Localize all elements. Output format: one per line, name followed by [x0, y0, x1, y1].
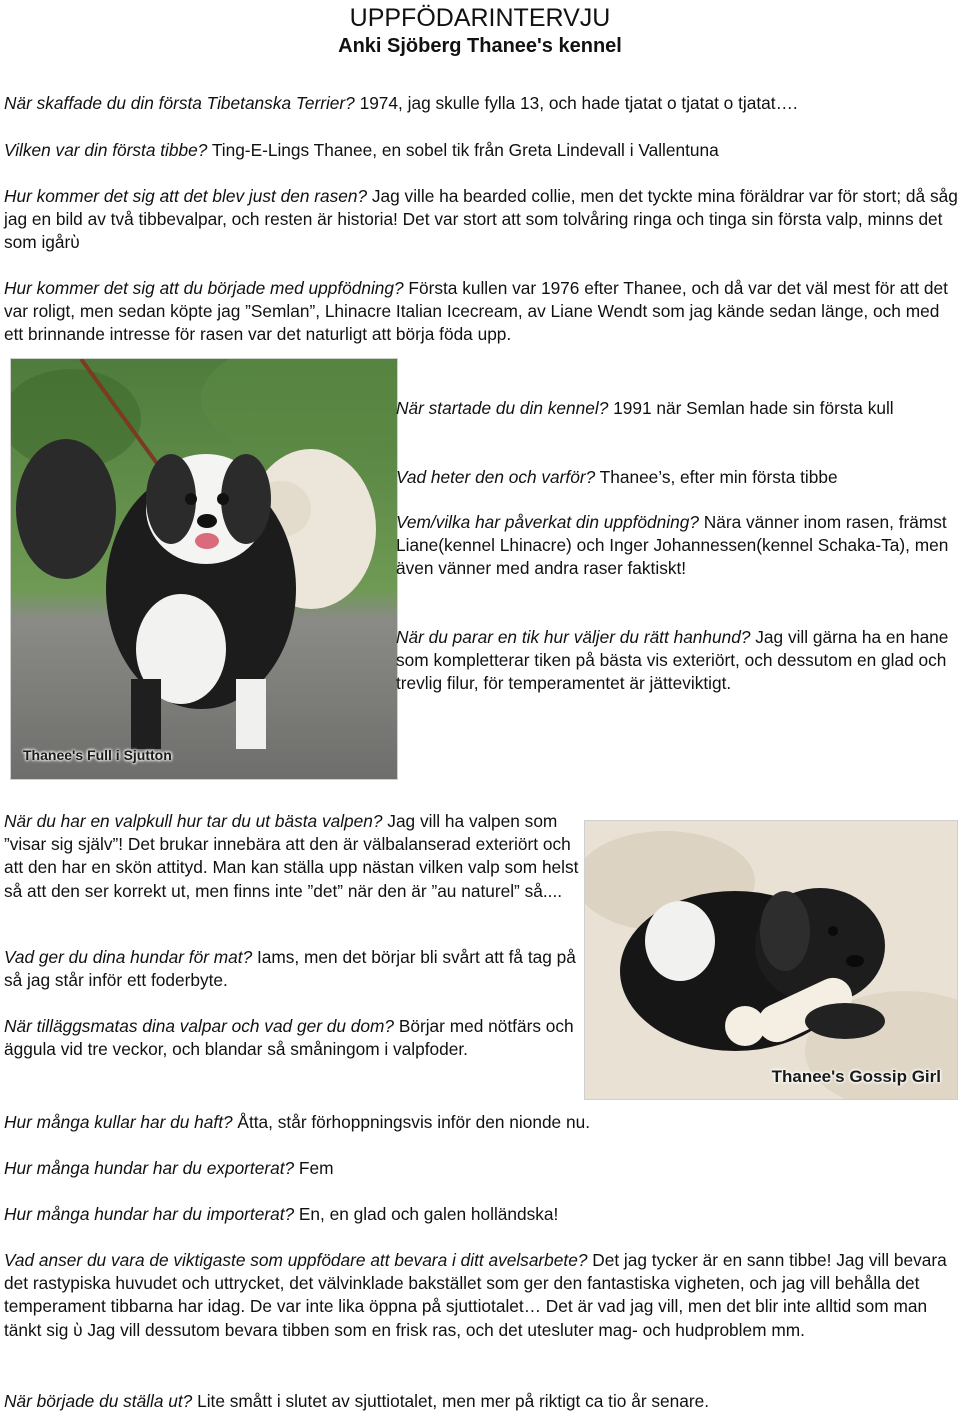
question: När började du ställa ut? [4, 1391, 193, 1411]
qa-item [396, 626, 956, 696]
qa-item [4, 1390, 958, 1413]
qa-item [4, 1249, 958, 1342]
qa-item [4, 810, 580, 903]
qa-item [396, 397, 956, 420]
qa-item [4, 946, 580, 992]
qa-item [396, 466, 956, 489]
qa-item [4, 92, 958, 115]
question: Hur kommer det sig att det blev just den rasen? [4, 186, 368, 206]
answer: Jag vill gärna ha en hane som kompletterar tiken på bästa vis exteriört, och dessutom en glad och trevlig filur, för temperamentet är jätteviktigt. [396, 627, 949, 694]
answer: Det jag tycker är en sann tibbe! Jag vill bevara det rastypiska huvudet och uttrycket, det välvinklade bakstället som ger den fantastiska vigheten, och jag vill behålla det temperament tibbarna har idag. De var inte lika öppna på sjuttiotalet… Det är vad jag vill, men det blir inte alltid som man tänkt sig ὺ Jag vill dessutom bevara tibben som en frisk ras, och det utesluter mag- och hudproblem mm. [4, 1250, 947, 1340]
question: Vad heter den och varför? [396, 467, 596, 487]
question: När startade du din kennel? [396, 398, 609, 418]
puppy-illustration [585, 821, 957, 1099]
qa-item [4, 1015, 580, 1061]
photo-caption: Thanee's Gossip Girl [771, 1067, 941, 1086]
question: Hur många hundar har du exporterat? [4, 1158, 295, 1178]
qa-item [4, 139, 958, 162]
answer: 1991 när Semlan hade sin första kull [608, 398, 894, 418]
qa-item [396, 511, 956, 581]
question: Hur många hundar har du importerat? [4, 1204, 295, 1224]
header [0, 4, 960, 59]
answer: Börjar med nötfärs och äggula vid tre veckor, och blandar så småningom i valpfoder. [4, 1016, 574, 1060]
qa-item [4, 277, 958, 347]
answer: Första kullen var 1976 efter Thanee, och då var det väl mest för att det var roligt, men sedan köpte jag ”Semlan”, Lhinacre Italian Icecream, av Liane Wendt som jag kände sedan länge, och med ett brinnande intresse för rasen var det naturligt att börja föda upp. [4, 278, 948, 345]
answer: Ting-E-Lings Thanee, en sobel tik från Greta Lindevall i Vallentuna [207, 140, 719, 160]
page-title: UPPFÖDARINTERVJU [349, 4, 611, 32]
answer: Nära vänner inom rasen, främst Liane(kennel Lhinacre) och Inger Johannessen(kennel Schaka-Ta), men även vänner med andra raser faktiskt! [396, 512, 949, 579]
answer: Lite smått i slutet av sjuttiotalet, men mer på riktigt ca tio år senare. [192, 1391, 710, 1411]
answer: Iams, men det börjar bli svårt att få tag på så jag står inför ett foderbyte. [4, 947, 576, 991]
qa-item [4, 1203, 958, 1226]
answer: En, en glad och galen holländska! [294, 1204, 559, 1224]
question: Vad anser du vara de viktigaste som uppfödare att bevara i ditt avelsarbete? [4, 1250, 588, 1270]
question: Vem/vilka har påverkat din uppfödning? [396, 512, 699, 532]
dog-photo-full-i-sjutton [10, 358, 398, 780]
question: När tilläggsmatas dina valpar och vad ger du dom? [4, 1016, 395, 1036]
answer: Jag ville ha bearded collie, men det tyckte mina föräldrar var för stort; då såg jag en bild av två tibbevalpar, och resten är historia! Det var stort att som tolvåring ringa och tinga sin första valp, minns det som igårὺ [4, 186, 958, 253]
question: Hur många kullar har du haft? [4, 1112, 233, 1132]
question: Hur kommer det sig att du började med uppfödning? [4, 278, 404, 298]
photo-caption: Thanee's Full i Sjutton [23, 747, 172, 763]
dog-photo-gossip-girl [584, 820, 958, 1100]
question: När du parar en tik hur väljer du rätt hanhund? [396, 627, 751, 647]
question: Vilken var din första tibbe? [4, 140, 208, 160]
dog-illustration [11, 359, 397, 779]
answer: Thanee’s, efter min första tibbe [595, 467, 838, 487]
answer: 1974, jag skulle fylla 13, och hade tjatat o tjatat o tjatat…. [354, 93, 798, 113]
qa-item [4, 1157, 958, 1180]
answer: Fem [294, 1158, 334, 1178]
qa-item [4, 185, 958, 255]
qa-item [4, 1111, 958, 1134]
question: Vad ger du dina hundar för mat? [4, 947, 253, 967]
answer: Åtta, står förhoppningsvis inför den nionde nu. [232, 1112, 590, 1132]
answer: Jag vill ha valpen som ”visar sig själv”! Det brukar innebära att den är välbalanserad exteriört och att den har en skön attityd. Man kan ställa upp nästan vilken valp som helst så att den ser korrekt ut, men finns inte ”det” när den är ”au naturel” så.... [4, 811, 579, 901]
question: När du har en valpkull hur tar du ut bästa valpen? [4, 811, 383, 831]
page-subtitle: Anki Sjöberg Thanee's kennel [338, 35, 622, 57]
question: När skaffade du din första Tibetanska Terrier? [4, 93, 355, 113]
